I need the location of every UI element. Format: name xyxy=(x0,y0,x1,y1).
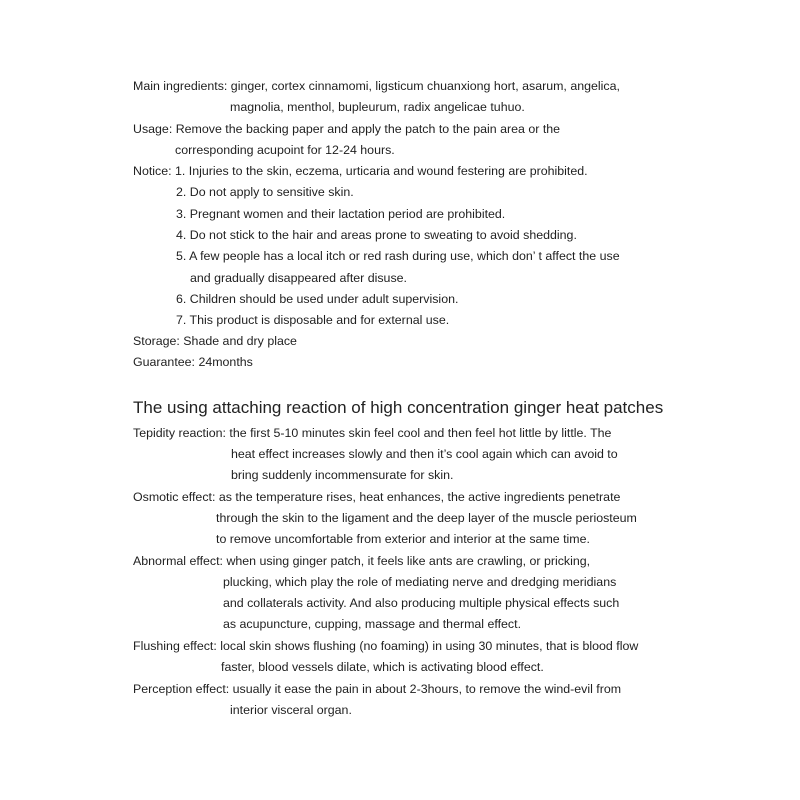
notice-item-7: 7. This product is disposable and for external use. xyxy=(176,313,450,327)
abnormal-line-4: as acupuncture, cupping, massage and thermal effect. xyxy=(223,617,522,631)
tepidity-line-3: bring suddenly incommensurate for skin. xyxy=(231,468,454,482)
notice-item-2: 2. Do not apply to sensitive skin. xyxy=(176,185,354,199)
reactions-heading: The using attaching reaction of high concentration ginger heat patches xyxy=(133,398,664,417)
osmotic-line-2: through the skin to the ligament and the deep layer of the muscle periosteum xyxy=(216,511,637,525)
usage-line-1: Usage: Remove the backing paper and apply the patch to the pain area or the xyxy=(133,122,561,136)
abnormal-line-3: and collaterals activity. And also producing multiple physical effects such xyxy=(223,596,620,610)
flushing-line-2: faster, blood vessels dilate, which is activating blood effect. xyxy=(221,660,544,674)
notice-item-6: 6. Children should be used under adult supervision. xyxy=(176,292,459,306)
perception-line-2: interior visceral organ. xyxy=(230,703,352,717)
notice-item-4: 4. Do not stick to the hair and areas prone to sweating to avoid shedding. xyxy=(176,228,577,242)
guarantee-line: Guarantee: 24months xyxy=(133,355,253,369)
tepidity-line-1: Tepidity reaction: the first 5-10 minutes skin feel cool and then feel hot little by little. The xyxy=(133,426,612,440)
flushing-line-1: Flushing effect: local skin shows flushing (no foaming) in using 30 minutes, that is blood flow xyxy=(133,639,639,653)
notice-item-5-line-2: and gradually disappeared after disuse. xyxy=(190,271,407,285)
main-ingredients-line-1: Main ingredients: ginger, cortex cinnamomi, ligsticum chuanxiong hort, asarum, angelica, xyxy=(133,79,620,93)
osmotic-line-1: Osmotic effect: as the temperature rises, heat enhances, the active ingredients penetrate xyxy=(133,490,621,504)
perception-line-1: Perception effect: usually it ease the pain in about 2-3hours, to remove the wind-evil from xyxy=(133,682,622,696)
storage-line: Storage: Shade and dry place xyxy=(133,334,297,348)
osmotic-line-3: to remove uncomfortable from exterior and interior at the same time. xyxy=(216,532,590,546)
usage-line-2: corresponding acupoint for 12-24 hours. xyxy=(175,143,395,157)
notice-item-1: Notice: 1. Injuries to the skin, eczema, urticaria and wound festering are prohibited. xyxy=(133,164,588,178)
notice-item-3: 3. Pregnant women and their lactation period are prohibited. xyxy=(176,207,506,221)
main-ingredients-line-2: magnolia, menthol, bupleurum, radix angelicae tuhuo. xyxy=(230,100,525,114)
abnormal-line-1: Abnormal effect: when using ginger patch, it feels like ants are crawling, or pricking, xyxy=(133,554,591,568)
notice-item-5-line-1: 5. A few people has a local itch or red rash during use, which don’ t affect the use xyxy=(176,249,620,263)
tepidity-line-2: heat effect increases slowly and then it’s cool again which can avoid to xyxy=(231,447,618,461)
abnormal-line-2: plucking, which play the role of mediating nerve and dredging meridians xyxy=(223,575,617,589)
